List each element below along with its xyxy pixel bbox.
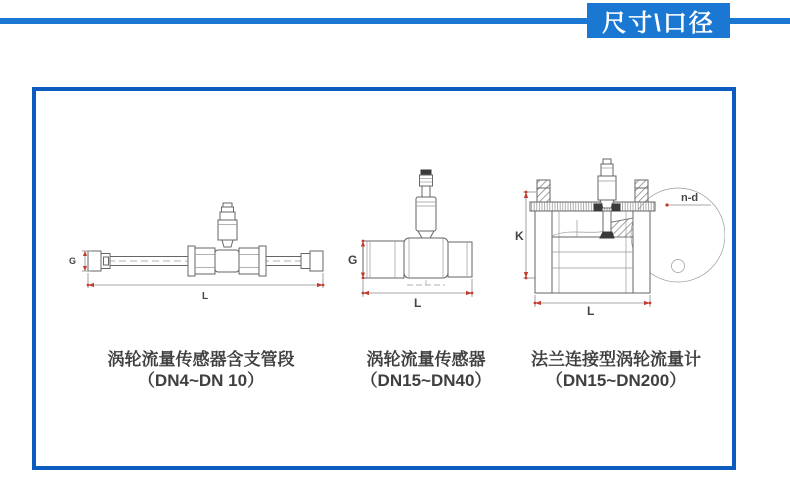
section-banner-title: 尺寸\口径 (602, 10, 715, 37)
diagram-sensor-with-branch-pipes (65, 195, 345, 305)
figure-flanged-meter (515, 155, 725, 315)
dim-label-L: L (202, 291, 209, 302)
dim-label-L: L (587, 304, 595, 315)
dim-label-K: K (515, 229, 524, 243)
caption-sensor-with-branch (51, 349, 351, 391)
diagram-flanged-meter (515, 155, 725, 315)
caption-flanged-meter (486, 349, 746, 391)
caption-title: 涡轮流量传感器 (366, 350, 486, 369)
caption-title: 法兰连接型涡轮流量计 (531, 350, 701, 369)
content-panel (32, 87, 736, 470)
caption-range: （DN4~DN 10） (137, 371, 265, 390)
figure-sensor-with-branch (65, 195, 345, 305)
dim-label-G: G (348, 253, 358, 267)
dim-label-nd: n-d (681, 192, 699, 204)
diagram-sensor (345, 165, 495, 310)
dim-label-L: L (414, 296, 422, 310)
caption-range: （DN15~DN200） (545, 371, 687, 390)
dim-label-G: G (69, 256, 77, 266)
figure-sensor (345, 165, 495, 310)
section-banner (587, 3, 730, 38)
caption-title: 涡轮流量传感器含支管段 (107, 350, 295, 369)
caption-range: （DN15~DN40） (360, 371, 492, 390)
